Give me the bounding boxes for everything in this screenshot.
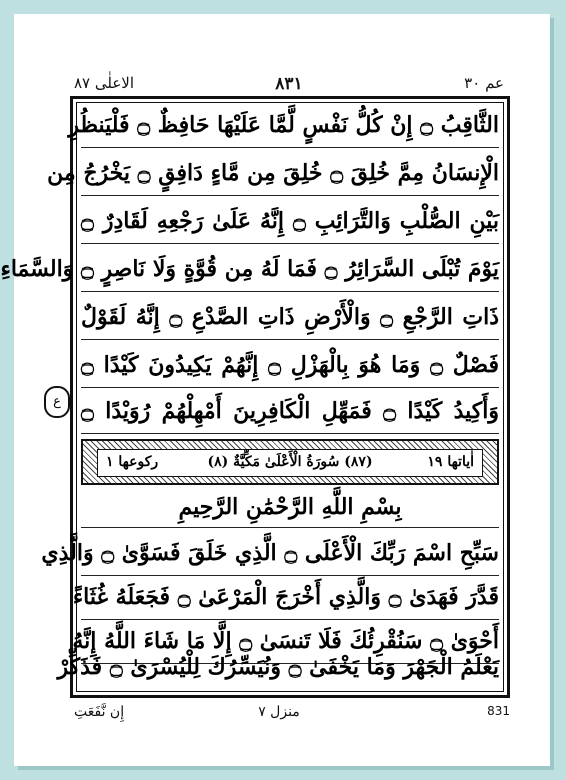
page-number-header: ۸۳۱ bbox=[275, 74, 303, 94]
verse-line-text: الْإِنسَانُ مِمَّ خُلِقَ ۝ خُلِقَ مِن مَّاءٍ دَافِقٍ ۝ يَخْرُجُ مِن bbox=[47, 160, 499, 186]
verse-line-text: سَبِّحِ اسْمَ رَبِّكَ الْأَعْلَى ۝ الَّذِي خَلَقَ فَسَوَّىٰ ۝ وَالَّذِي bbox=[41, 540, 499, 566]
verse-line bbox=[81, 389, 499, 434]
surah-title: (۸۷) سُورَةُ الْأَعْلَىٰ مَكِّيَّةٌ (۸) bbox=[207, 454, 373, 470]
verse-line bbox=[81, 199, 499, 244]
page-number-footer: 831 bbox=[487, 704, 510, 718]
mushaf-page bbox=[0, 14, 550, 766]
surah-ayat-count: اٰیاتھا ۱۹ bbox=[427, 454, 474, 470]
surah-ruku-count: رکوعھا ۱ bbox=[106, 454, 159, 470]
catchword: إِن نَّفَعَتِ bbox=[74, 704, 125, 720]
verse-line-text: يَوْمَ تُبْلَى السَّرَائِرُ ۝ فَمَا لَهُ مِن قُوَّةٍ وَلَا نَاصِرٍ ۝ وَالسَّمَاءِ bbox=[0, 256, 499, 282]
verse-line-text: أَحْوَىٰ ۝ سَنُقْرِئُكَ فَلَا تَنسَىٰ ۝ إِلَّا مَا شَاءَ اللَّهُ إِنَّهُ bbox=[72, 628, 499, 654]
juz-name-header: عم ۳۰ bbox=[464, 74, 504, 92]
verse-line bbox=[81, 343, 499, 388]
verse-line-text: ذَاتِ الرَّجْعِ ۝ وَالْأَرْضِ ذَاتِ الصَّدْعِ ۝ إِنَّهُ لَقَوْلٌ bbox=[81, 304, 500, 330]
page-header bbox=[74, 72, 504, 96]
verse-line-text: بَيْنِ الصُّلْبِ وَالتَّرَائِبِ ۝ إِنَّهُ عَلَىٰ رَجْعِهِ لَقَادِرٌ ۝ bbox=[81, 208, 499, 234]
basmala: بِسْمِ اللَّهِ الرَّحْمَٰنِ الرَّحِيمِ bbox=[81, 487, 499, 528]
verse-line-text: وَأَكِيدُ كَيْدًا ۝ فَمَهِّلِ الْكَافِرِينَ أَمْهِلْهُمْ رُوَيْدًا ۝ bbox=[81, 398, 499, 424]
verse-line-text: يَعْلَمُ الْجَهْرَ وَمَا يَخْفَىٰ ۝ وَنُيَسِّرُكَ لِلْيُسْرَىٰ ۝ فَذَكِّرْ bbox=[57, 654, 499, 680]
verse-line bbox=[41, 531, 499, 576]
verse-line-text: فَصْلٌ ۝ وَمَا هُوَ بِالْهَزْلِ ۝ إِنَّهُمْ يَكِيدُونَ كَيْدًا ۝ bbox=[81, 352, 500, 378]
ruku-mark: ع bbox=[44, 386, 70, 418]
verse-line bbox=[0, 247, 499, 292]
verse-line bbox=[57, 645, 499, 689]
surah-name-header: الاعلٰی ۸۷ bbox=[74, 74, 135, 92]
verse-line bbox=[81, 295, 499, 340]
surah-header-box bbox=[81, 439, 499, 485]
verse-line-text: قَدَّرَ فَهَدَىٰ ۝ وَالَّذِي أَخْرَجَ الْمَرْعَىٰ ۝ فَجَعَلَهُ غُثَاءً bbox=[72, 584, 499, 610]
verse-line-text: الثَّاقِبُ ۝ إِنْ كُلُّ نَفْسٍ لَّمَّا عَلَيْهَا حَافِظٌ ۝ فَلْيَنظُرِ bbox=[68, 112, 499, 138]
text-frame bbox=[0, 96, 510, 698]
verse-line bbox=[47, 151, 499, 196]
surah-header-band bbox=[97, 449, 483, 477]
manzil-label: منزل ۷ bbox=[258, 704, 300, 720]
verse-line bbox=[72, 575, 499, 620]
verse-line bbox=[68, 103, 499, 148]
